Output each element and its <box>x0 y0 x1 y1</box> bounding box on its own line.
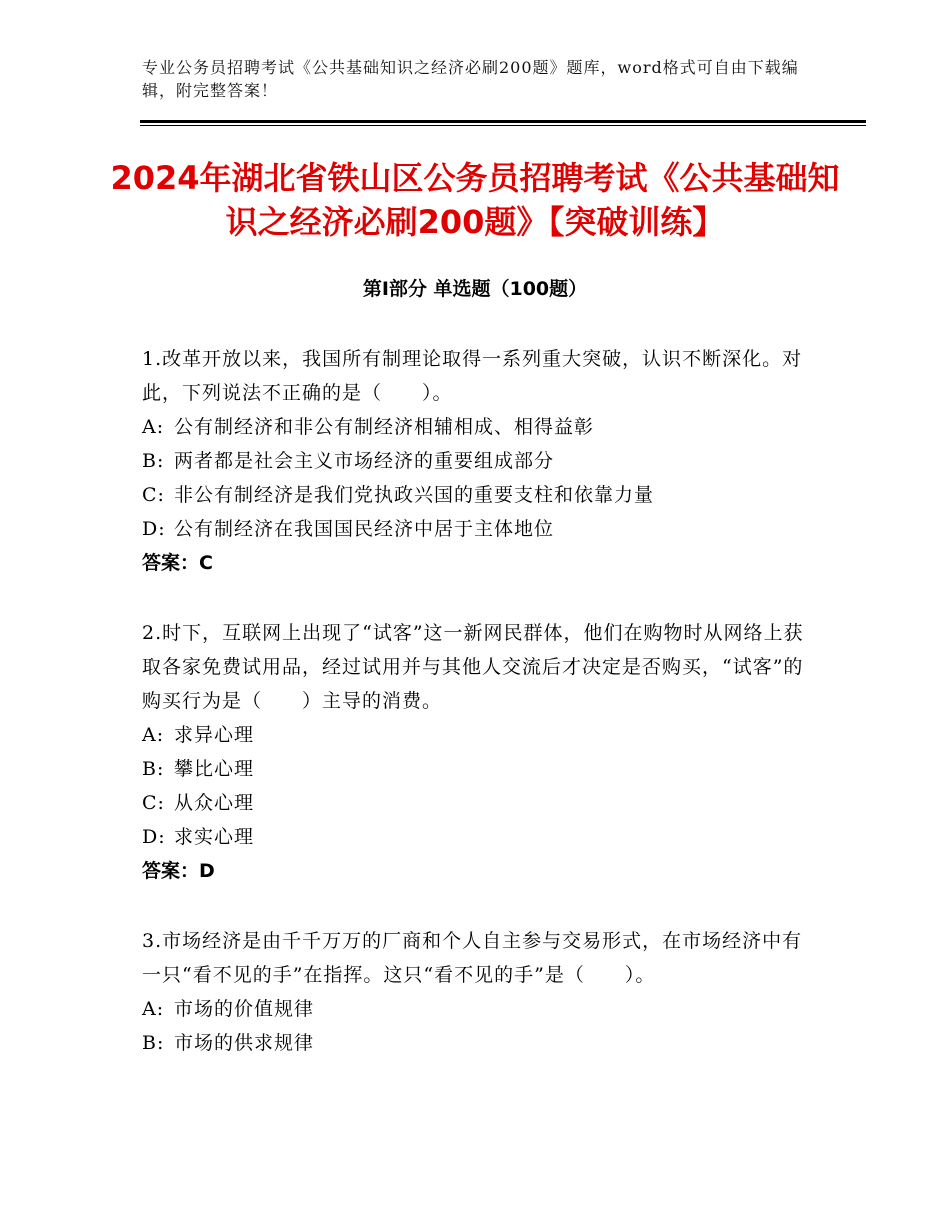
option-key: D: <box>142 518 166 540</box>
question-stem: 2.时下，互联网上出现了“试客”这一新网民群体，他们在购物时从网络上获取各家免费试用品，经过试用并与其他人交流后才决定是否购买，“试客”的购买行为是（ ）主导的消费。 <box>142 622 804 712</box>
option-text: 公有制经济和非公有制经济相辅相成、相得益彰 <box>174 416 595 438</box>
option-key: B: <box>142 450 165 472</box>
option-b <box>142 444 810 478</box>
option-text: 求异心理 <box>174 724 255 746</box>
header-divider-thin <box>140 125 866 126</box>
option-b <box>142 752 810 786</box>
question-list <box>142 342 810 1096</box>
option-key: A: <box>142 724 165 746</box>
question-3 <box>142 924 810 1060</box>
header-note: 专业公务员招聘考试《公共基础知识之经济必刷200题》题库，word格式可自由下载编辑，附完整答案！ <box>142 58 799 100</box>
question-stem: 1.改革开放以来，我国所有制理论取得一系列重大突破，认识不断深化。对此，下列说法不正确的是（ ）。 <box>142 348 803 404</box>
option-d <box>142 820 810 854</box>
option-a <box>142 410 810 444</box>
option-text: 公有制经济在我国国民经济中居于主体地位 <box>174 518 555 540</box>
option-c <box>142 478 810 512</box>
option-text: 从众心理 <box>174 792 255 814</box>
option-c <box>142 786 810 820</box>
header-divider-thick <box>140 120 866 123</box>
option-key: B: <box>142 1032 165 1054</box>
document-title: 2024年湖北省铁山区公务员招聘考试《公共基础知识之经济必刷200题》【突破训练】 <box>110 159 840 241</box>
option-text: 求实心理 <box>174 826 255 848</box>
question-2 <box>142 616 810 888</box>
answer: 答案：C <box>142 552 213 574</box>
option-key: D: <box>142 826 166 848</box>
option-key: B: <box>142 758 165 780</box>
option-b <box>142 1026 810 1060</box>
option-key: A: <box>142 998 165 1020</box>
option-text: 市场的供求规律 <box>174 1032 315 1054</box>
option-key: C: <box>142 792 165 814</box>
option-a <box>142 718 810 752</box>
option-key: C: <box>142 484 165 506</box>
option-key: A: <box>142 416 165 438</box>
question-stem: 3.市场经济是由千千万万的厂商和个人自主参与交易形式，在市场经济中有一只“看不见的手”在指挥。这只“看不见的手”是（ ）。 <box>142 930 803 986</box>
section-title: 第Ⅰ部分 单选题（100题） <box>362 278 588 300</box>
question-1 <box>142 342 810 580</box>
option-a <box>142 992 810 1026</box>
option-d <box>142 512 810 546</box>
option-text: 攀比心理 <box>174 758 255 780</box>
option-text: 两者都是社会主义市场经济的重要组成部分 <box>174 450 555 472</box>
answer: 答案：D <box>142 860 215 882</box>
option-text: 市场的价值规律 <box>174 998 315 1020</box>
option-text: 非公有制经济是我们党执政兴国的重要支柱和依靠力量 <box>174 484 655 506</box>
